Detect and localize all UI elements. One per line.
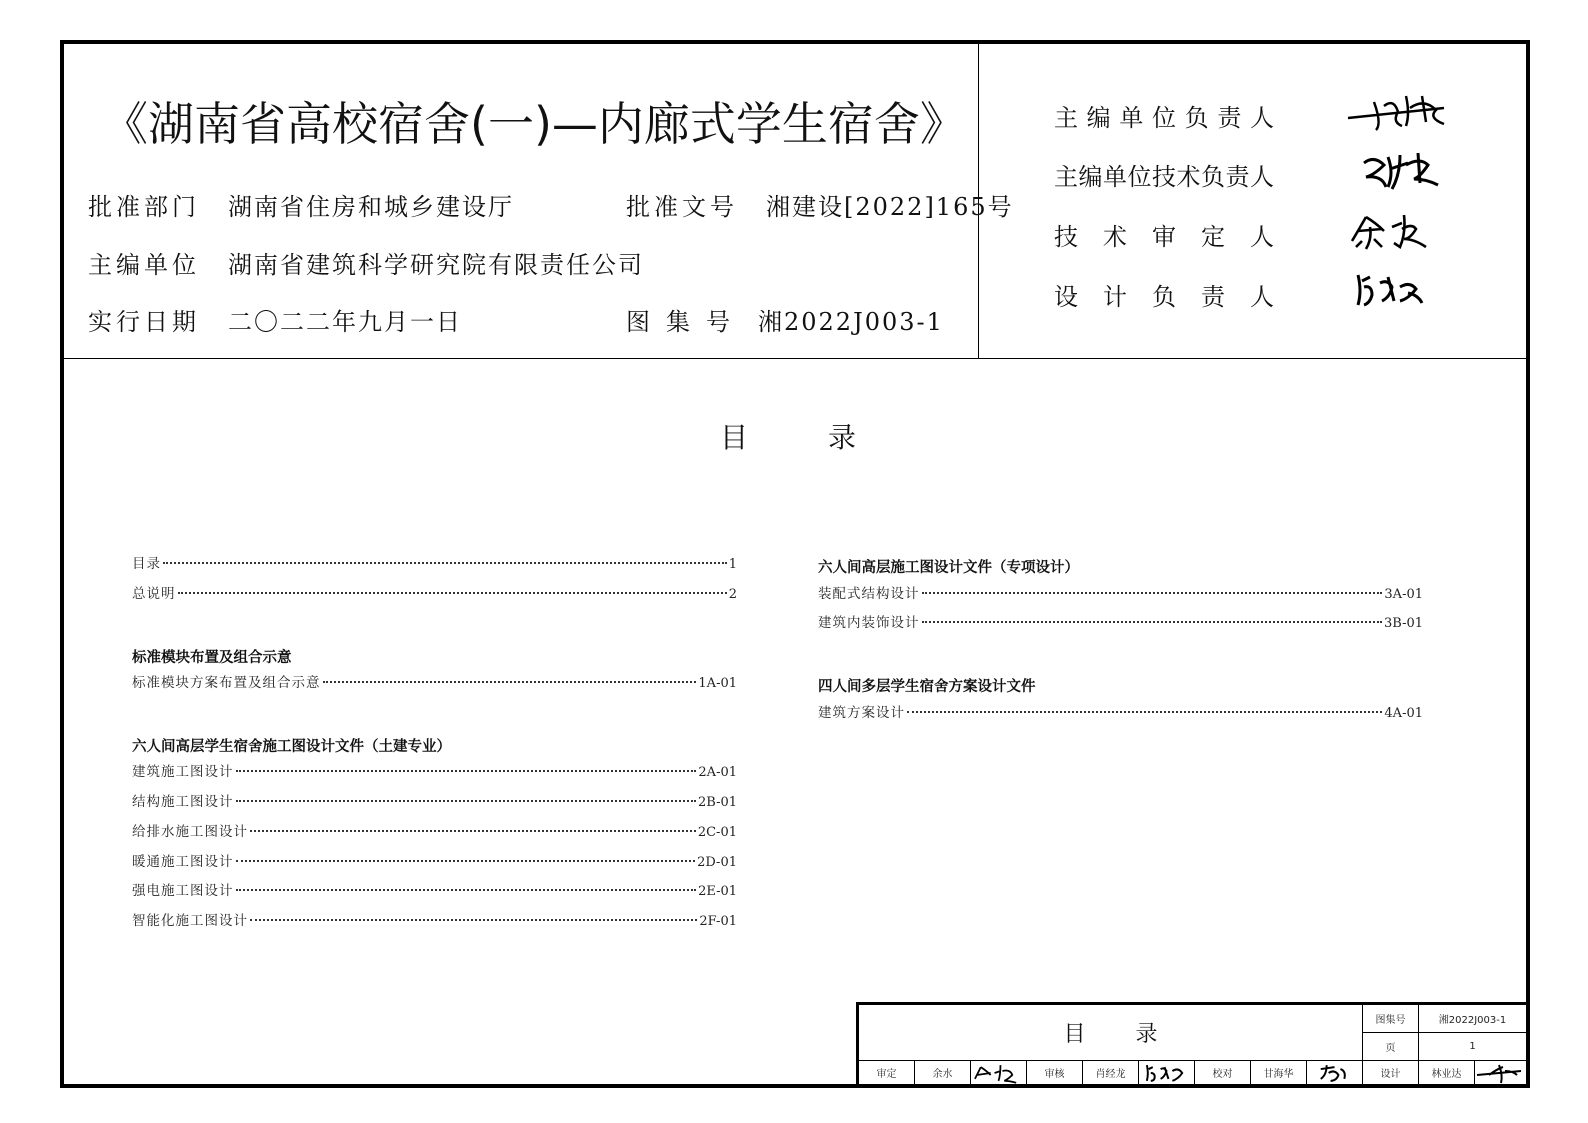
approval-no-value: 湘建设[2022]165号 (766, 193, 1014, 221)
toc-section-heading: 六人间高层施工图设计文件（专项设计） (818, 560, 1079, 577)
atlas-no-label: 图集号 (626, 308, 746, 336)
signature-image (1344, 147, 1454, 191)
toc-left-column (132, 552, 737, 939)
toc-entry-title: 目录 (132, 556, 161, 572)
date-row (88, 302, 462, 337)
design-name: 林业达 (1419, 1061, 1475, 1084)
toc-entry-page: 3B-01 (1384, 616, 1423, 632)
toc-entry-title: 结构施工图设计 (132, 794, 234, 811)
proof-name: 甘海华 (1251, 1061, 1307, 1084)
toc-section-heading: 四人间多层学生宿舍方案设计文件 (818, 679, 1036, 696)
toc-entry-title: 建筑方案设计 (818, 704, 905, 721)
atlas-no-label-cell: 图集号 (1363, 1005, 1419, 1033)
check-signature (1139, 1061, 1195, 1084)
toc-entry[interactable] (818, 582, 1423, 612)
signature-label: 主编单位负责人 (1054, 104, 1274, 132)
page-value-cell: 1 (1419, 1033, 1526, 1061)
review-signature-image (971, 1061, 1026, 1084)
toc-entry-page: 2E-01 (698, 884, 737, 900)
toc-entry[interactable] (818, 611, 1423, 641)
signature-label: 主编单位技术负责人 (1054, 163, 1274, 191)
review-signature (971, 1061, 1027, 1084)
date-label: 实行日期 (88, 308, 200, 336)
approval-no-label: 批准文号 (626, 193, 738, 221)
signature-label: 设计负责人 (1054, 283, 1274, 311)
toc-section-heading: 标准模块布置及组合示意 (132, 649, 292, 666)
header (64, 44, 1526, 359)
title-block-name-a: 目 (1063, 1022, 1086, 1047)
toc-entry-title: 智能化施工图设计 (132, 912, 248, 929)
proof-signature-image (1307, 1061, 1362, 1084)
design-label: 设计 (1363, 1061, 1419, 1084)
check-label: 审核 (1027, 1061, 1083, 1084)
signature-row (1054, 157, 1274, 192)
toc-right-column (818, 552, 1423, 730)
sign-off-row (859, 1061, 1526, 1084)
toc-entry-title: 装配式结构设计 (818, 585, 920, 602)
review-name: 余水 (915, 1061, 971, 1084)
toc-entry[interactable] (132, 760, 737, 790)
editor-row (88, 245, 644, 280)
toc-title-b: 录 (828, 421, 857, 454)
drawing-frame (60, 40, 1530, 1088)
toc-entry[interactable] (132, 909, 737, 939)
signature-row (1054, 277, 1274, 312)
toc-entry[interactable] (818, 701, 1423, 731)
design-signature-image (1475, 1061, 1526, 1084)
signature-row (1054, 217, 1274, 252)
proof-signature (1307, 1061, 1363, 1084)
toc-entry-title: 建筑内装饰设计 (818, 615, 920, 632)
signature-row (1054, 98, 1274, 133)
toc-title-a: 目 (720, 421, 749, 454)
toc-entry-page: 2A-01 (698, 765, 737, 781)
title-block-name-b: 录 (1135, 1022, 1158, 1047)
toc-entry-page: 2B-01 (698, 795, 737, 811)
signature-label: 技术审定人 (1054, 223, 1274, 251)
toc-entry-title: 强电施工图设计 (132, 883, 234, 900)
editor-label: 主编单位 (88, 251, 200, 279)
signature-image (1344, 267, 1454, 311)
approval-dept-value: 湖南省住房和城乡建设厅 (228, 193, 514, 221)
check-signature-image (1139, 1061, 1194, 1084)
toc-title (720, 416, 856, 456)
atlas-title: 《湖南省高校宿舍(一)—内廊式学生宿舍》 (102, 97, 966, 151)
toc-section-heading: 六人间高层学生宿舍施工图设计文件（土建专业） (132, 739, 451, 756)
editor-value: 湖南省建筑科学研究院有限责任公司 (228, 251, 644, 279)
signature-image (1344, 88, 1454, 132)
toc-entry-page: 2 (728, 586, 737, 602)
toc-entry-page: 2C-01 (697, 824, 737, 840)
approval-dept-label: 批准部门 (88, 193, 200, 221)
check-name: 肖经龙 (1083, 1061, 1139, 1084)
toc-entry-page: 3A-01 (1384, 586, 1423, 602)
toc-entry-page: 2F-01 (699, 913, 737, 929)
toc-entry[interactable] (132, 671, 737, 701)
review-label: 审定 (859, 1061, 915, 1084)
title-block (856, 1002, 1526, 1084)
page-label-cell: 页 (1363, 1033, 1419, 1061)
header-info (64, 44, 1014, 358)
toc-entry[interactable] (132, 850, 737, 880)
approval-dept-row (88, 187, 514, 222)
atlas-no-row (626, 302, 944, 337)
atlas-no-value: 湘2022J003-1 (758, 308, 944, 336)
toc-entry-title: 给排水施工图设计 (132, 823, 248, 840)
toc-entry-title: 暖通施工图设计 (132, 853, 234, 870)
toc-entry-title: 总说明 (132, 585, 176, 602)
toc-entry-page: 1 (728, 557, 737, 572)
toc-entry-title: 标准模块方案布置及组合示意 (132, 675, 321, 692)
date-value: 二〇二二年九月一日 (228, 308, 462, 336)
toc-entry-page: 2D-01 (697, 854, 737, 870)
signature-image (1344, 207, 1454, 251)
toc-entry[interactable] (132, 790, 737, 820)
toc-entry-title: 建筑施工图设计 (132, 764, 234, 781)
toc-entry[interactable] (132, 582, 737, 612)
toc-entry[interactable] (132, 552, 737, 582)
toc-entry-page: 4A-01 (1384, 705, 1423, 721)
proof-label: 校对 (1195, 1061, 1251, 1084)
toc-entry-page: 1A-01 (698, 676, 737, 692)
atlas-no-value-cell: 湘2022J003-1 (1419, 1005, 1526, 1033)
title-block-name (859, 1005, 1363, 1061)
design-signature (1475, 1061, 1526, 1084)
approval-no-row (626, 187, 1014, 222)
toc-entry[interactable] (132, 820, 737, 850)
toc-entry[interactable] (132, 879, 737, 909)
